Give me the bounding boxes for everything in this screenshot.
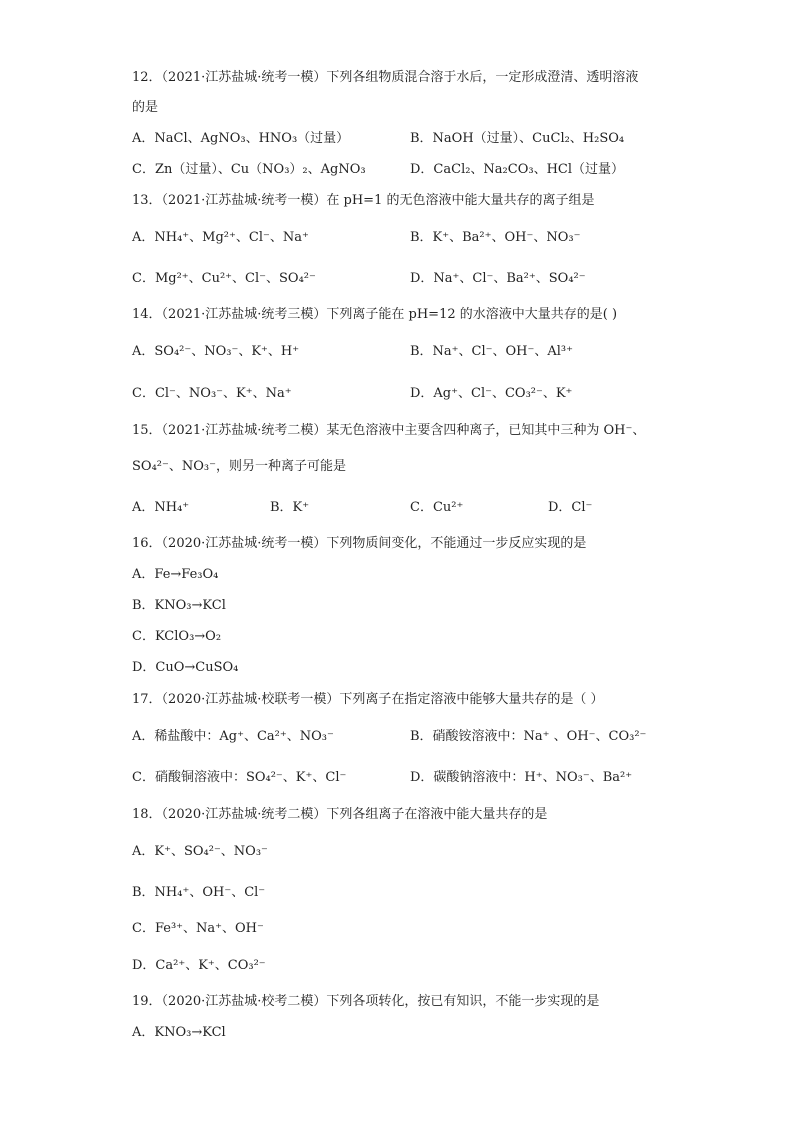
q19-stem-line1: 19．（2020·江苏盐城·校考二模）下列各项转化，按已有知识，不能一步实现的是 [132, 994, 600, 1009]
q13-option-d: D．Na⁺、Cl⁻、Ba²⁺、SO₄²⁻ [410, 271, 586, 286]
q17-option-d: D．碳酸钠溶液中：H⁺、NO₃⁻、Ba²⁺ [410, 770, 633, 785]
q17-option-b: B．硝酸铵溶液中：Na⁺ 、OH⁻、CO₃²⁻ [410, 729, 647, 744]
q16-option-b: B．KNO₃→KCl [132, 598, 226, 613]
q18-stem-line1: 18．（2020·江苏盐城·统考二模）下列各组离子在溶液中能大量共存的是 [132, 807, 548, 822]
q19-option-a: A．KNO₃→KCl [132, 1025, 226, 1040]
q14-option-b: B．Na⁺、Cl⁻、OH⁻、Al³⁺ [410, 344, 573, 359]
q17-option-c: C．硝酸铜溶液中：SO₄²⁻、K⁺、Cl⁻ [132, 770, 347, 785]
q12-option-d: D．CaCl₂、Na₂CO₃、HCl（过量） [410, 162, 625, 177]
q12-option-c: C．Zn（过量）、Cu（NO₃）₂、AgNO₃ [132, 162, 366, 177]
q15-stem-line2: SO₄²⁻、NO₃⁻，则另一种离子可能是 [132, 459, 346, 474]
q13-option-c: C．Mg²⁺、Cu²⁺、Cl⁻、SO₄²⁻ [132, 271, 316, 286]
q15-option-d: D．Cl⁻ [548, 500, 593, 515]
q16-option-a: A．Fe→Fe₃O₄ [132, 567, 219, 582]
q18-option-b: B．NH₄⁺、OH⁻、Cl⁻ [132, 885, 266, 900]
q15-option-c: C．Cu²⁺ [410, 500, 464, 515]
q16-option-d: D．CuO→CuSO₄ [132, 660, 239, 675]
q17-option-a: A．稀盐酸中：Ag⁺、Ca²⁺、NO₃⁻ [132, 729, 334, 744]
q15-option-b: B．K⁺ [270, 500, 310, 515]
q13-stem-line1: 13．（2021·江苏盐城·统考一模）在 pH=1 的无色溶液中能大量共存的离子组是 [132, 193, 595, 208]
q14-stem-line1: 14．（2021·江苏盐城·统考三模）下列离子能在 pH=12 的水溶液中大量共存的是( ) [132, 307, 618, 322]
q16-option-c: C．KClO₃→O₂ [132, 629, 222, 644]
q18-option-d: D．Ca²⁺、K⁺、CO₃²⁻ [132, 958, 266, 973]
q18-option-a: A．K⁺、SO₄²⁻、NO₃⁻ [132, 844, 268, 859]
q15-option-a: A．NH₄⁺ [132, 500, 190, 515]
q13-option-b: B．K⁺、Ba²⁺、OH⁻、NO₃⁻ [410, 230, 581, 245]
q18-option-c: C．Fe³⁺、Na⁺、OH⁻ [132, 921, 264, 936]
q14-option-c: C．Cl⁻、NO₃⁻、K⁺、Na⁺ [132, 386, 292, 401]
q14-option-d: D．Ag⁺、Cl⁻、CO₃²⁻、K⁺ [410, 386, 573, 401]
q17-stem-line1: 17．（2020·江苏盐城·校联考一模）下列离子在指定溶液中能够大量共存的是（ ） [132, 692, 604, 707]
q14-option-a: A．SO₄²⁻、NO₃⁻、K⁺、H⁺ [132, 344, 300, 359]
q12-stem-line1: 12．（2021·江苏盐城·统考一模）下列各组物质混合溶于水后，一定形成澄清、透明溶液 [132, 70, 639, 85]
q16-stem-line1: 16．（2020·江苏盐城·统考一模）下列物质间变化，不能通过一步反应实现的是 [132, 536, 587, 551]
q13-option-a: A．NH₄⁺、Mg²⁺、Cl⁻、Na⁺ [132, 230, 309, 245]
q12-option-b: B．NaOH（过量）、CuCl₂、H₂SO₄ [410, 131, 625, 146]
q12-stem-line2: 的是 [132, 100, 159, 115]
q15-stem-line1: 15．（2021·江苏盐城·统考二模）某无色溶液中主要含四种离子，已知其中三种为 OH⁻、 [132, 423, 646, 438]
q12-option-a: A．NaCl、AgNO₃、HNO₃（过量） [132, 131, 350, 146]
